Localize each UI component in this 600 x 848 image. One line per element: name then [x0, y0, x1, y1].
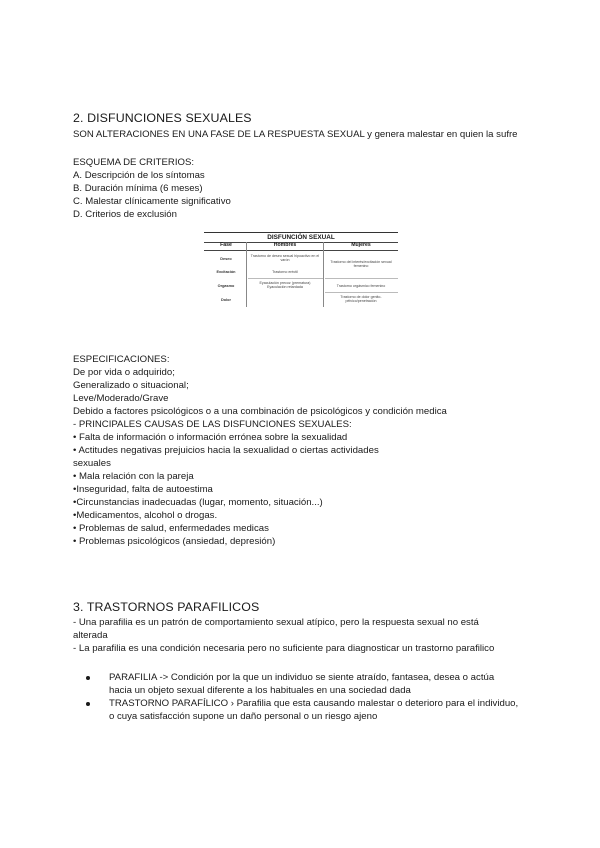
- section-2-intro: SON ALTERACIONES EN UNA FASE DE LA RESPUESTA SEXUAL y genera malestar en quien la sufre: [73, 129, 518, 140]
- table-cell-phase: Orgasmo: [217, 284, 235, 288]
- criteria-title: ESQUEMA DE CRITERIOS:: [73, 157, 195, 168]
- specs-title: ESPECIFICACIONES:: [73, 354, 170, 365]
- bullet-line: TRASTORNO PARAFÍLICO › Parafilia que esta causando malestar o deterioro para el individuo,: [109, 698, 519, 709]
- table-rule: [204, 250, 398, 251]
- bullet-icon: [86, 702, 90, 706]
- criteria-item: B. Duración mínima (6 meses): [73, 183, 203, 194]
- cause-item: •Circunstancias inadecuadas (lugar, momento, situación...): [73, 497, 323, 508]
- bullet-icon: [86, 676, 90, 680]
- causes-block: [73, 418, 543, 548]
- table-rule: [248, 278, 323, 279]
- table-cell-men: Trastorno de deseo sexual hipoactivo en el varón: [250, 254, 320, 263]
- paragraph-line: - Una parafilia es un patrón de comportamiento sexual atípico, pero la respuesta sexual no está: [73, 617, 479, 628]
- table-cell-women: Trastorno de dolor genito-pélvico/penetración: [340, 295, 382, 304]
- cause-item: • Problemas de salud, enfermedades medicas: [73, 523, 269, 534]
- table-rule: [325, 278, 398, 279]
- table-title: DISFUNCIÓN SEXUAL: [267, 234, 335, 241]
- cause-item: •Inseguridad, falta de autoestima: [73, 484, 213, 495]
- paragraph-line: - La parafilia es una condición necesaria pero no suficiente para diagnosticar un trastorno parafilico: [73, 643, 495, 654]
- table-cell-women: Trastorno del interés/excitación sexual femenino: [330, 260, 392, 269]
- table-header-men: Hombres: [273, 242, 297, 248]
- list-item: [86, 671, 546, 697]
- table-cell-phase: Deseo: [220, 257, 232, 261]
- table-rule: [325, 292, 398, 293]
- list-item: [86, 697, 546, 723]
- cause-item: • Problemas psicológicos (ansiedad, depresión): [73, 536, 276, 547]
- criteria-block: [73, 156, 543, 221]
- cause-item: • Mala relación con la pareja: [73, 471, 194, 482]
- specs-item: Generalizado o situacional;: [73, 380, 189, 391]
- specs-item: Debido a factores psicológicos o a una combinación de psicológicos y condición medica: [73, 406, 447, 417]
- bullet-line: hacia un objeto sexual diferente a los habituales en una sociedad dada: [109, 685, 411, 696]
- specs-item: Leve/Moderado/Grave: [73, 393, 169, 404]
- table-cell-phase: Dolor: [221, 298, 231, 302]
- cause-item: • Falta de información o información errónea sobre la sexualidad: [73, 432, 348, 443]
- section-3-body: [73, 616, 543, 655]
- cause-item: •Medicamentos, alcohol o drogas.: [73, 510, 218, 521]
- table-cell-phase: Excitación: [216, 270, 236, 274]
- section-2-title: 2. DISFUNCIONES SEXUALES: [73, 111, 252, 125]
- table-cell-men: Trastorno eréctil: [272, 270, 298, 274]
- causes-title: - PRINCIPALES CAUSAS DE LAS DISFUNCIONES SEXUALES:: [73, 419, 352, 430]
- paragraph-line: alterada: [73, 630, 108, 641]
- table-header-women: Mujeres: [351, 242, 371, 248]
- table-divider: [323, 242, 324, 307]
- cause-item: • Actitudes negativas prejuicios hacia la sexualidad o ciertas actividades: [73, 445, 379, 456]
- table-header-phase: Fase: [220, 242, 232, 248]
- bullet-line: PARAFILIA -> Condición por la que un individuo se siente atraído, fantasea, desea o actúa: [109, 672, 495, 683]
- bullet-line: o cuya satisfacción supone un daño personal o un riesgo ajeno: [109, 711, 378, 722]
- criteria-item: D. Criterios de exclusión: [73, 209, 177, 220]
- specifications-block: [73, 353, 543, 418]
- table-cell-women: Trastorno orgásmico femenino: [336, 284, 386, 288]
- criteria-item: C. Malestar clínicamente significativo: [73, 196, 231, 207]
- table-cell-men: Eyaculación precoz (prematura) Eyaculación retardada: [259, 281, 311, 290]
- criteria-item: A. Descripción de los síntomas: [73, 170, 205, 181]
- paraphilia-bullet-list: [86, 671, 546, 723]
- cause-item: sexuales: [73, 458, 111, 469]
- section-3-title: 3. TRASTORNOS PARAFILICOS: [73, 600, 260, 614]
- table-divider: [246, 242, 247, 307]
- dysfunction-table: [204, 232, 398, 307]
- specs-item: De por vida o adquirido;: [73, 367, 175, 378]
